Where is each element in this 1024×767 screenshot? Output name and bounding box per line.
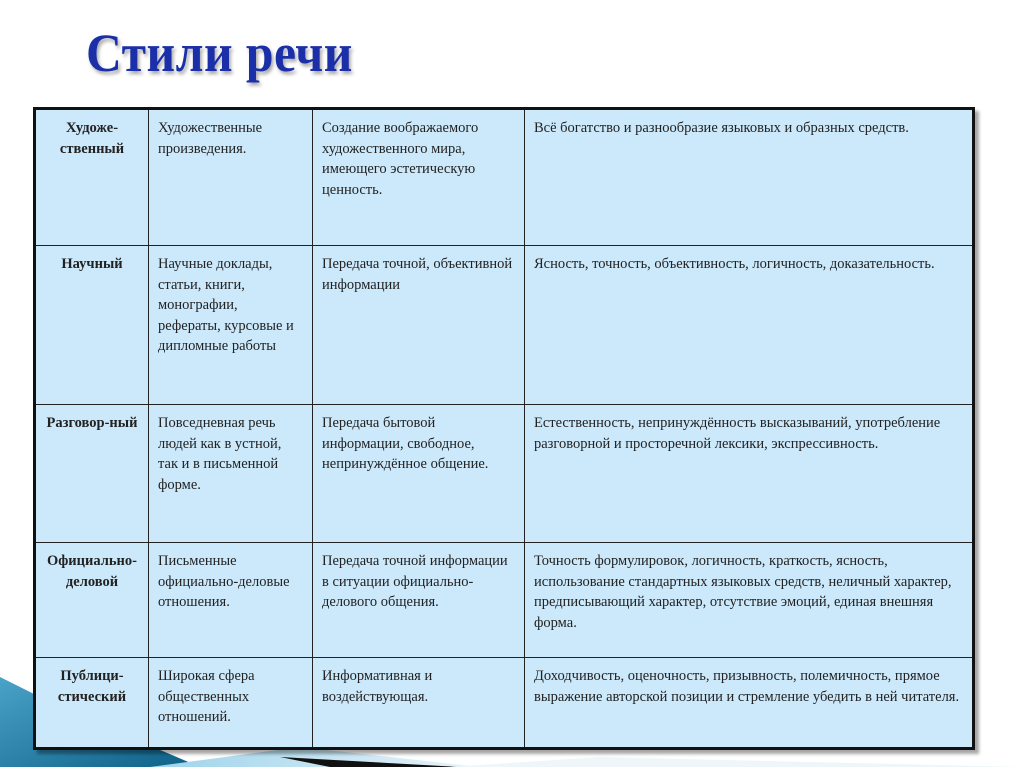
style-name: Художе-ственный bbox=[35, 109, 149, 246]
features-cell: Ясность, точность, объективность, логичность, доказательность. bbox=[525, 246, 974, 405]
purpose-cell: Передача бытовой информации, свободное, непринуждённое общение. bbox=[313, 405, 525, 543]
table-row bbox=[35, 543, 974, 658]
style-name: Публици-стический bbox=[35, 658, 149, 749]
sphere-cell: Письменные официально-деловые отношения. bbox=[149, 543, 313, 658]
sphere-cell: Художественные произведения. bbox=[149, 109, 313, 246]
style-name: Разговор-ный bbox=[35, 405, 149, 543]
purpose-cell: Передача точной информации в ситуации официально-делового общения. bbox=[313, 543, 525, 658]
features-cell: Всё богатство и разнообразие языковых и образных средств. bbox=[525, 109, 974, 246]
purpose-cell: Передача точной, объективной информации bbox=[313, 246, 525, 405]
sphere-cell: Широкая сфера общественных отношений. bbox=[149, 658, 313, 749]
speech-styles-table bbox=[33, 107, 975, 750]
style-name: Официально-деловой bbox=[35, 543, 149, 658]
features-cell: Естественность, непринуждённость высказываний, употребление разговорной и просторечной лексики, экспрессивность. bbox=[525, 405, 974, 543]
table-row bbox=[35, 405, 974, 543]
style-name: Научный bbox=[35, 246, 149, 405]
features-cell: Доходчивость, оценочность, призывность, полемичность, прямое выражение авторской позиции и стремление убедить в ней читателя. bbox=[525, 658, 974, 749]
sphere-cell: Научные доклады, статьи, книги, монографии, рефераты, курсовые и дипломные работы bbox=[149, 246, 313, 405]
purpose-cell: Информативная и воздействующая. bbox=[313, 658, 525, 749]
slide-title: Стили речи bbox=[86, 23, 353, 83]
purpose-cell: Создание воображаемого художественного мира, имеющего эстетическую ценность. bbox=[313, 109, 525, 246]
features-cell: Точность формулировок, логичность, краткость, ясность, использование стандартных языковых средств, неличный характер, предписывающий характер, отсутствие эмоций, единая внешняя форма. bbox=[525, 543, 974, 658]
table-row bbox=[35, 658, 974, 749]
table-row bbox=[35, 109, 974, 246]
sphere-cell: Повседневная речь людей как в устной, так и в письменной форме. bbox=[149, 405, 313, 543]
table-row bbox=[35, 246, 974, 405]
